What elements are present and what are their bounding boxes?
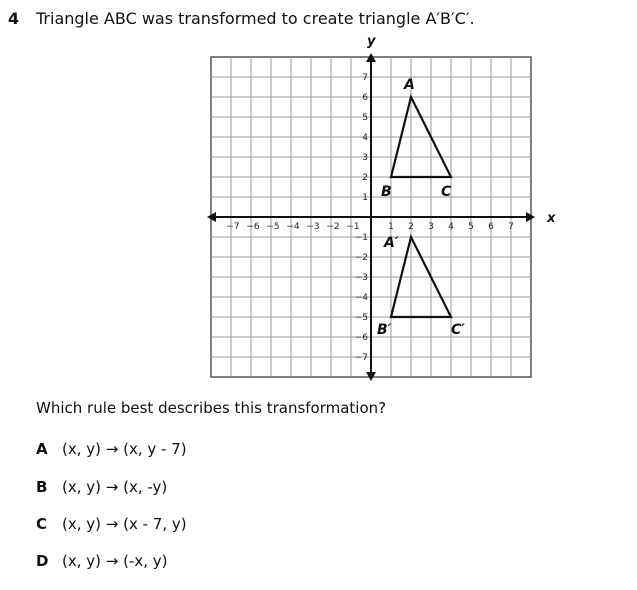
- choice-a-rule: (x, y) → (x, y - 7): [62, 440, 187, 458]
- x-tick-label: −6: [246, 222, 260, 232]
- y-tick-label: −3: [354, 273, 368, 283]
- choice-d-letter: D: [36, 552, 49, 570]
- y-tick-label: −7: [354, 353, 368, 363]
- y-tick-label: −5: [354, 313, 368, 323]
- y-axis-label: y: [367, 34, 376, 49]
- y-tick-label: 1: [362, 193, 368, 203]
- choice-b-letter: B: [36, 478, 48, 496]
- vertex-label: C′: [451, 322, 465, 338]
- vertex-label: A′: [384, 235, 399, 251]
- x-tick-label: −3: [306, 222, 320, 232]
- y-tick-label: 4: [362, 133, 368, 143]
- y-tick-label: 7: [362, 73, 368, 83]
- y-tick-label: −6: [354, 333, 368, 343]
- choice-d[interactable]: [36, 552, 168, 570]
- y-tick-label: −1: [354, 233, 368, 243]
- choice-c[interactable]: [36, 515, 187, 533]
- x-tick-label: −7: [226, 222, 240, 232]
- choice-a-letter: A: [36, 440, 48, 458]
- y-tick-label: −2: [354, 253, 368, 263]
- x-tick-label: −2: [326, 222, 340, 232]
- vertex-label: B: [381, 184, 392, 200]
- y-tick-label: 5: [362, 113, 368, 123]
- x-tick-label: 4: [448, 222, 454, 232]
- vertex-label: C: [441, 184, 452, 200]
- question-number: 4: [8, 9, 20, 28]
- y-tick-label: 6: [362, 93, 368, 103]
- y-tick-label: 3: [362, 153, 368, 163]
- choice-c-letter: C: [36, 515, 48, 533]
- choice-a[interactable]: [36, 440, 187, 458]
- vertex-label: B′: [377, 322, 392, 338]
- x-tick-label: 1: [388, 222, 394, 232]
- choice-b[interactable]: [36, 478, 167, 496]
- x-axis-label: x: [547, 211, 556, 226]
- x-tick-label: 3: [428, 222, 434, 232]
- x-tick-label: 5: [468, 222, 474, 232]
- choice-b-rule: (x, y) → (x, -y): [62, 478, 168, 496]
- x-tick-label: 2: [408, 222, 414, 232]
- question-text: Triangle ABC was transformed to create triangle A′B′C′.: [36, 9, 475, 28]
- x-tick-label: 6: [488, 222, 494, 232]
- x-tick-label: −5: [266, 222, 280, 232]
- y-tick-label: 2: [362, 173, 368, 183]
- choice-c-rule: (x, y) → (x - 7, y): [62, 515, 187, 533]
- x-tick-label: −4: [286, 222, 300, 232]
- y-tick-label: −4: [354, 293, 368, 303]
- x-tick-label: −1: [346, 222, 360, 232]
- vertex-label: A: [404, 77, 415, 93]
- x-tick-label: 7: [508, 222, 514, 232]
- choice-d-rule: (x, y) → (-x, y): [62, 552, 168, 570]
- question-prompt: Which rule best describes this transformation?: [36, 399, 387, 417]
